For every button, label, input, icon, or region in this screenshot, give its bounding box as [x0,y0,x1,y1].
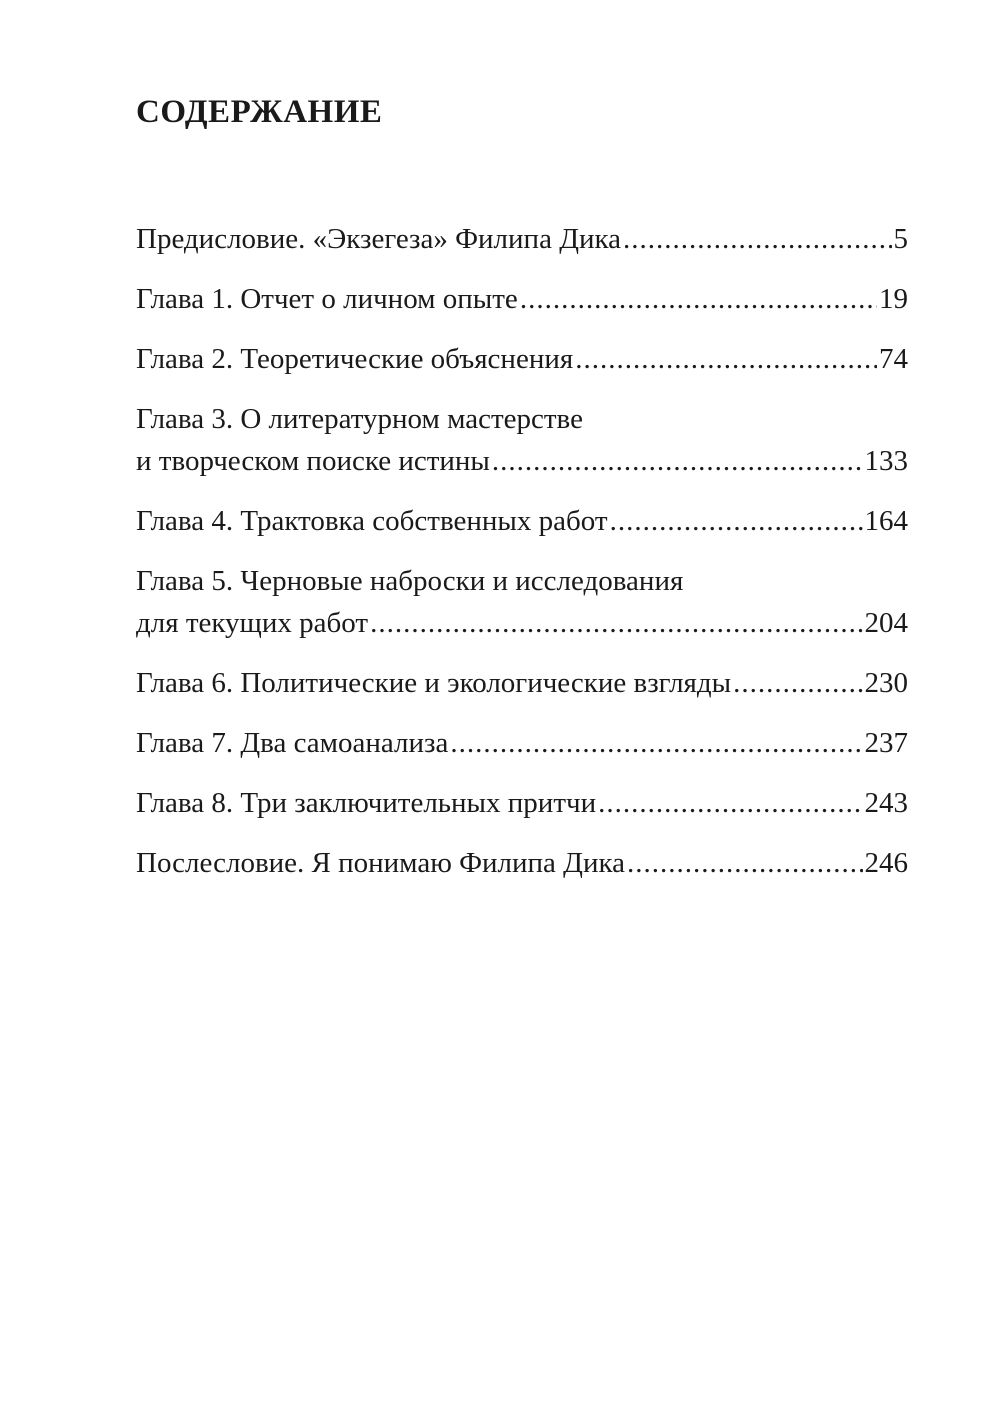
toc-page-number: 19 [879,283,908,315]
toc-entry-title: Глава 2. Теоретические объяснения [136,343,574,375]
dot-leader [598,782,862,824]
toc-page-number: 237 [864,727,908,759]
toc-entry-afterword [136,842,908,884]
toc-entry-chapter-1 [136,278,908,320]
toc-entry-title-line: Глава 3. О литературном мастерстве [136,403,583,435]
dot-leader [627,842,862,884]
toc-entry-chapter-3 [136,398,908,482]
toc-page-number: 5 [893,223,908,255]
dot-leader [610,500,863,542]
toc-page-number: 246 [864,847,908,879]
toc-entry-title: Глава 6. Политические и экологические взгляды [136,667,732,699]
toc-entry-title: Глава 4. Трактовка собственных работ [136,505,608,537]
toc-entry-chapter-2 [136,338,908,380]
toc-entry-chapter-4 [136,500,908,542]
toc-page-number: 243 [864,787,908,819]
toc-entry-title: Глава 1. Отчет о личном опыте [136,283,518,315]
dot-leader [575,338,877,380]
toc-entry-preface [136,218,908,260]
toc-page-number: 133 [864,445,908,477]
toc-page-number: 204 [864,607,908,639]
toc-entry-chapter-8 [136,782,908,824]
dot-leader [623,218,891,260]
toc-page-number: 74 [879,343,908,375]
toc-entry-title-line: Глава 5. Черновые наброски и исследования [136,565,684,597]
toc-page-number: 164 [864,505,908,537]
toc-entry-chapter-6 [136,662,908,704]
toc-entry-title: Предисловие. «Экзегеза» Филипа Дика [136,223,622,255]
dot-leader [492,440,863,482]
toc-entry-title: Послесловие. Я понимаю Филипа Дика [136,847,626,879]
toc-page-number: 230 [864,667,908,699]
toc-entry-title: Глава 7. Два самоанализа [136,727,449,759]
toc-entry-chapter-7 [136,722,908,764]
dot-leader [450,722,862,764]
dot-leader [370,602,862,644]
toc-entry-title-line: и творческом поиске истины [136,445,490,477]
toc-entry-title-line: для текущих работ [136,607,369,639]
toc-entry-chapter-5 [136,560,908,644]
toc-entry-title: Глава 8. Три заключительных притчи [136,787,597,819]
table-of-contents [136,218,908,902]
dot-leader [520,278,877,320]
page-title: СОДЕРЖАНИЕ [136,94,383,130]
dot-leader [733,662,862,704]
